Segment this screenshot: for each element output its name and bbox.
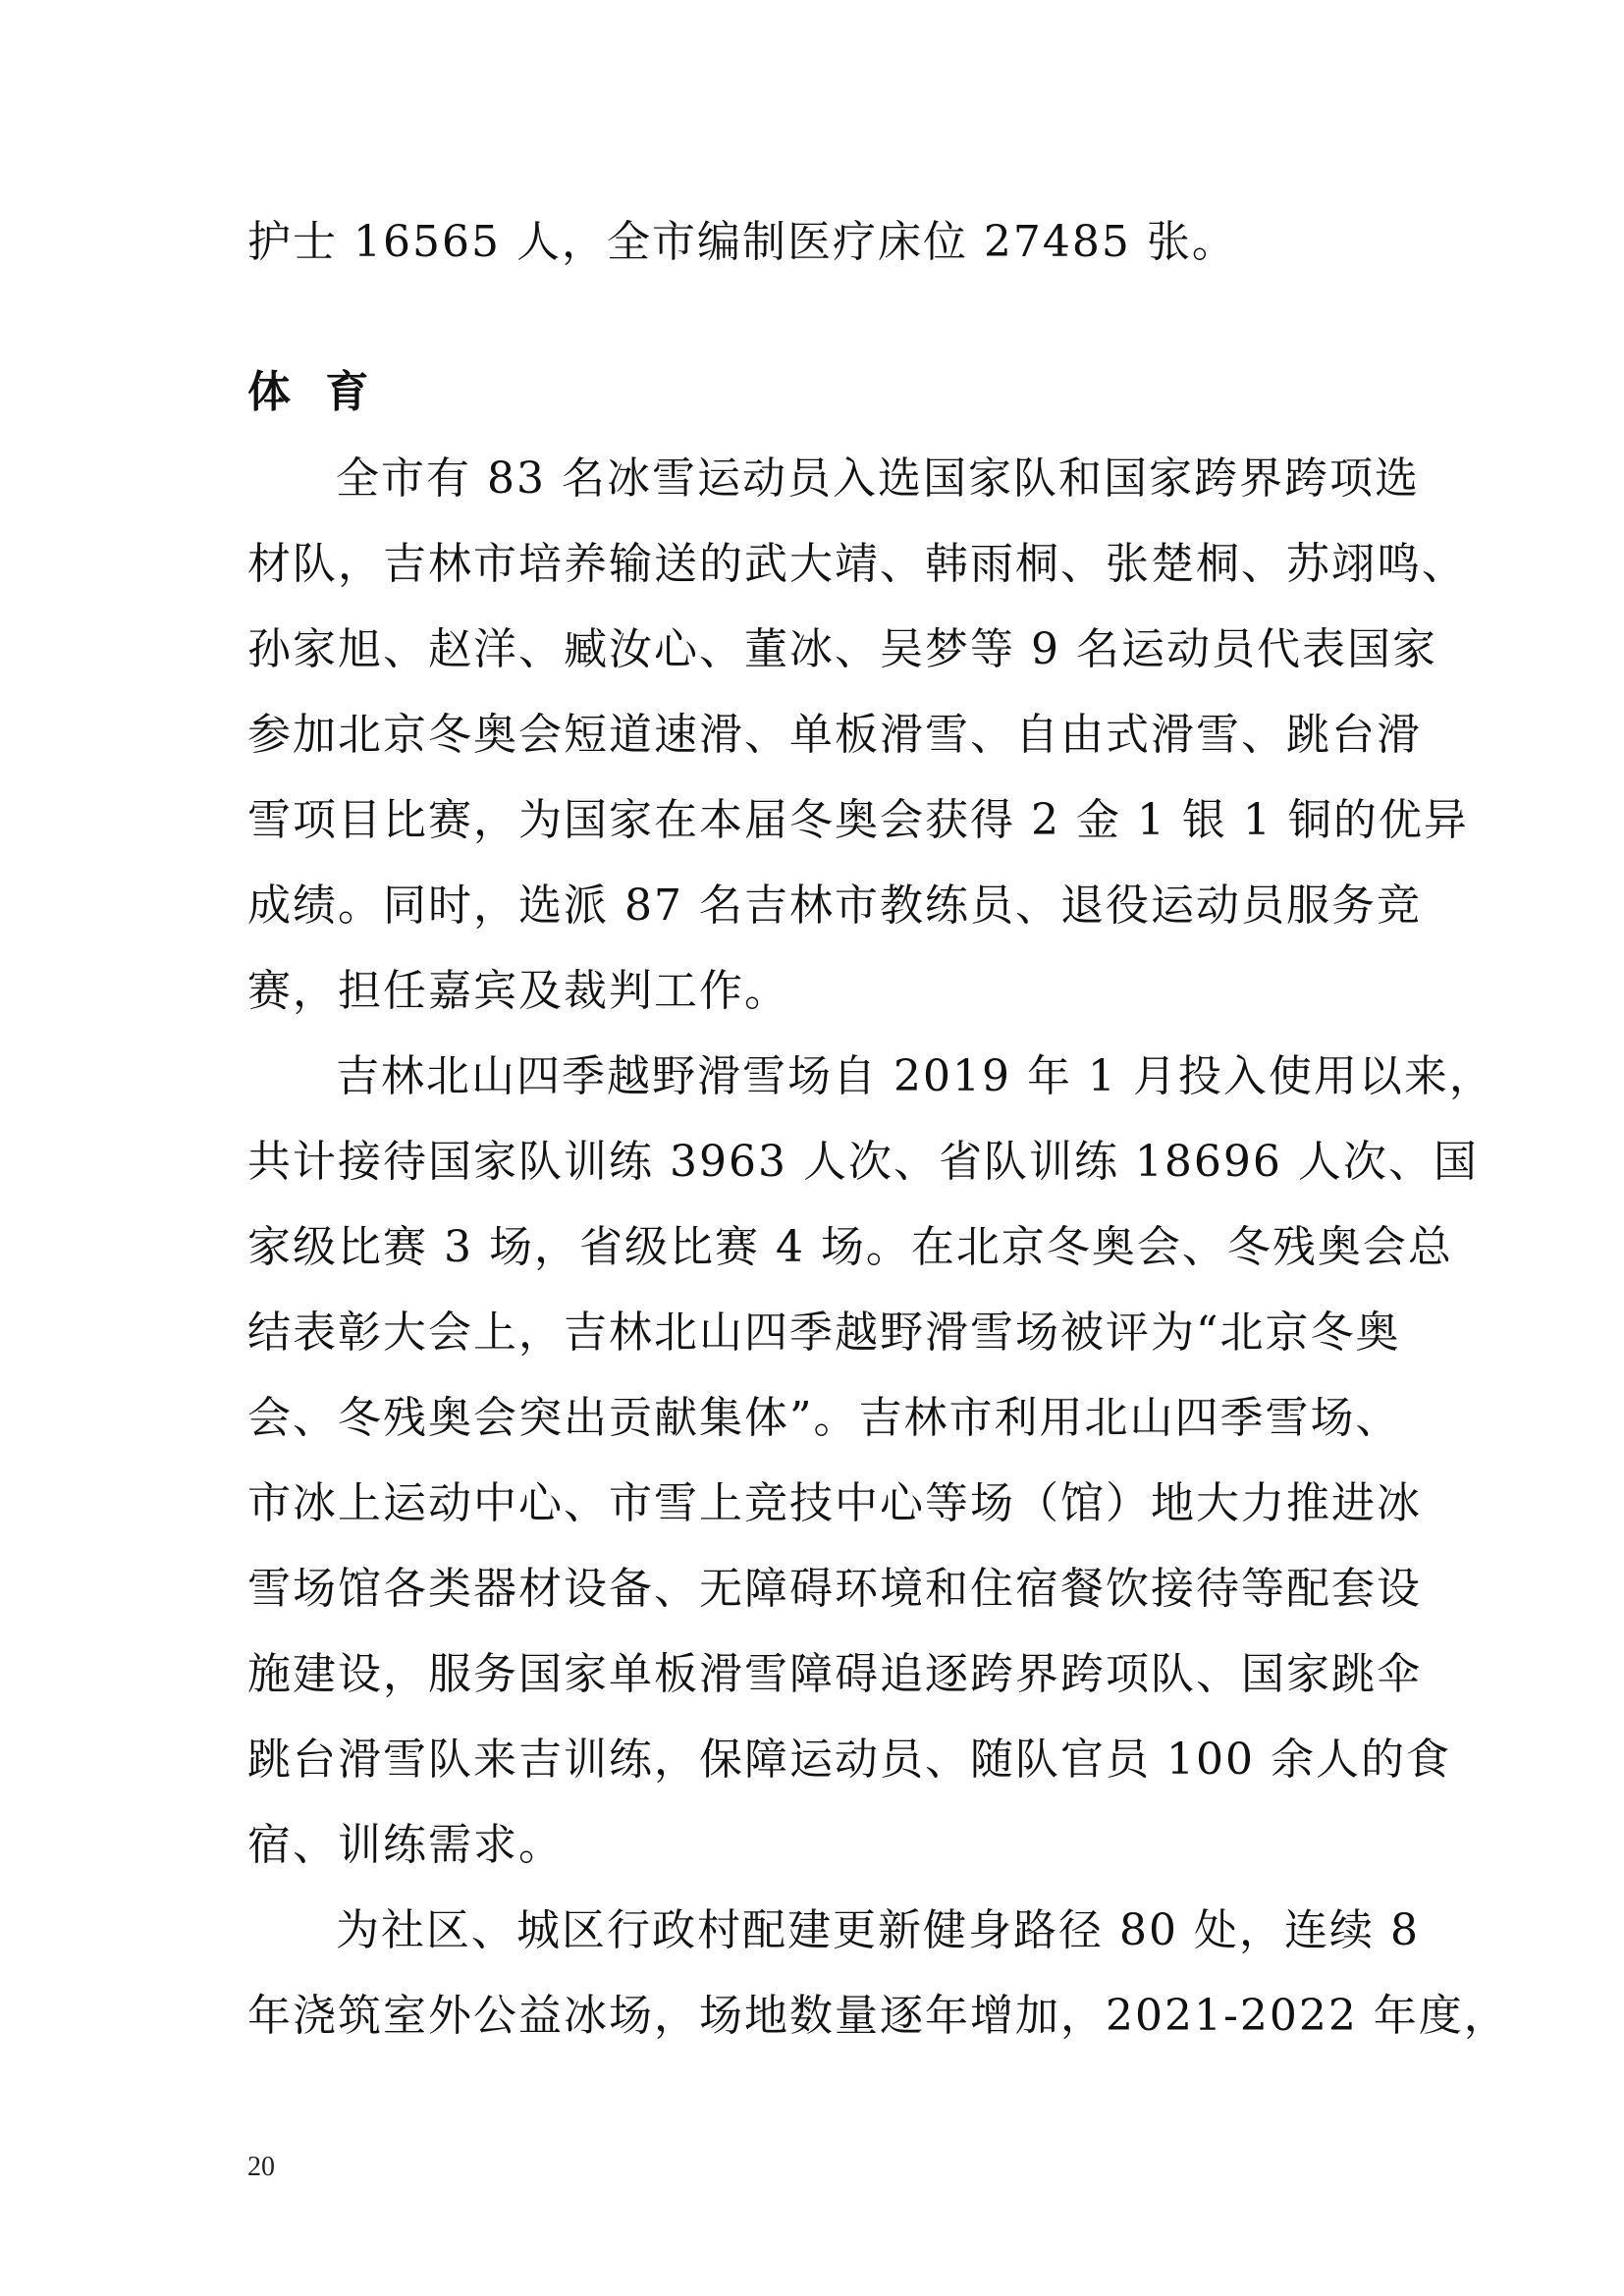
paragraph-line: 为社区、城区行政村配建更新健身路径 80 处，连续 8: [336, 1905, 1420, 1955]
paragraph-line: 雪项目比赛，为国家在本届冬奥会获得 2 金 1 银 1 铜的优异: [247, 795, 1469, 845]
paragraph-line: 吉林北山四季越野滑雪场自 2019 年 1 月投入使用以来，: [336, 1051, 1494, 1101]
paragraph-line: 施建设，服务国家单板滑雪障碍追逐跨界跨项队、国家跳伞: [247, 1649, 1422, 1699]
paragraph-line: 共计接待国家队训练 3963 人次、省队训练 18696 人次、国: [247, 1137, 1479, 1187]
paragraph-line: 宿、训练需求。: [247, 1820, 564, 1870]
page-number: 20: [247, 2152, 275, 2182]
paragraph-line: 赛，担任嘉宾及裁判工作。: [247, 966, 789, 1016]
paragraph-line: 会、冬残奥会突出贡献集体”。吉林市利用北山四季雪场、: [247, 1393, 1401, 1443]
paragraph-line: 材队，吉林市培养输送的武大靖、韩雨桐、张楚桐、苏翊鸣、: [247, 539, 1467, 589]
carryover-line: 护士 16565 人，全市编制医疗床位 27485 张。: [247, 217, 1237, 267]
paragraph-line: 跳台滑雪队来吉训练，保障运动员、随队官员 100 余人的食: [247, 1735, 1451, 1785]
paragraph-line: 市冰上运动中心、市雪上竞技中心等场（馆）地大力推进冰: [247, 1478, 1422, 1528]
paragraph-line: 孙家旭、赵洋、臧汝心、董冰、吴梦等 9 名运动员代表国家: [247, 624, 1437, 674]
section-heading: 体 育: [247, 367, 379, 417]
paragraph-line: 雪场馆各类器材设备、无障碍环境和住宿餐饮接待等配套设: [247, 1564, 1422, 1614]
paragraph-line: 家级比赛 3 场，省级比赛 4 场。在北京冬奥会、冬残奥会总: [247, 1222, 1453, 1272]
paragraph-line: 结表彰大会上，吉林北山四季越野滑雪场被评为“北京冬奥: [247, 1308, 1401, 1358]
paragraph-line: 全市有 83 名冰雪运动员入选国家队和国家跨界跨项选: [336, 454, 1420, 504]
paragraph-line: 成绩。同时，选派 87 名吉林市教练员、退役运动员服务竞: [247, 881, 1422, 931]
paragraph-line: 参加北京冬奥会短道速滑、单板滑雪、自由式滑雪、跳台滑: [247, 710, 1422, 760]
paragraph-line: 年浇筑室外公益冰场，场地数量逐年增加，2021-2022 年度，: [247, 1991, 1509, 2041]
